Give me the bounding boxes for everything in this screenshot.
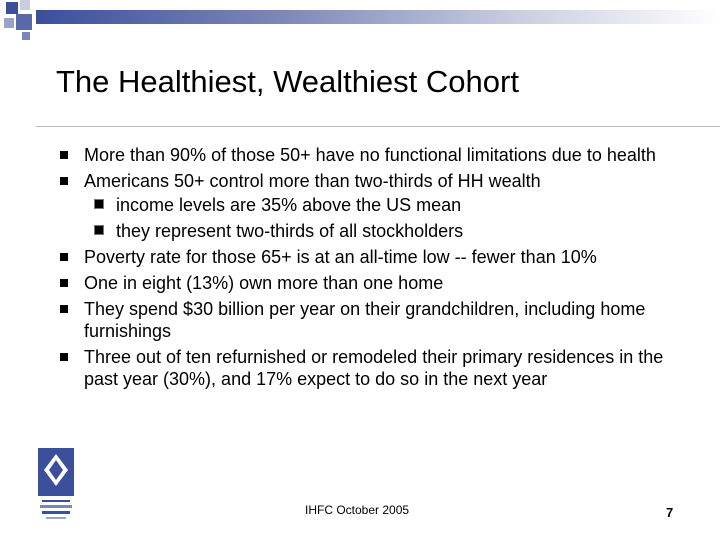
square-bullet-icon: [60, 177, 68, 185]
bullet-text: One in eight (13%) own more than one home: [84, 273, 444, 293]
header-gradient-bar: [36, 10, 720, 24]
bullet-text: Three out of ten refurnished or remodeled their primary residences in the past year (30%), and 17% expect to do so in the next year: [84, 347, 664, 389]
page-number: 7: [666, 505, 674, 520]
slide-title: The Healthiest, Wealthiest Cohort: [56, 64, 519, 99]
decor-square: [22, 32, 30, 40]
bullet-text: Americans 50+ control more than two-thirds of HH wealth: [84, 171, 541, 191]
square-bullet-icon: [60, 353, 68, 361]
decor-square: [20, 0, 30, 10]
bullet-text: Poverty rate for those 65+ is at an all-time low -- fewer than 10%: [84, 247, 597, 267]
bullet-item: [60, 246, 680, 268]
bullet-item: [60, 298, 680, 342]
square-bullet-icon: [60, 305, 68, 313]
bullet-item: [60, 170, 680, 242]
sub-bullet-text: they represent two-thirds of all stockholders: [116, 221, 464, 241]
bullet-item: [60, 346, 680, 390]
bullet-item: [60, 144, 680, 166]
title-divider: [36, 126, 720, 127]
sub-bullet-item: [84, 220, 680, 242]
sub-bullet-text: income levels are 35% above the US mean: [116, 195, 462, 215]
bullet-list: [60, 144, 680, 394]
square-bullet-icon: [60, 253, 68, 261]
header-decoration: [0, 0, 720, 42]
sub-bullet-list: [84, 194, 680, 242]
hollow-square-bullet-icon: [94, 199, 104, 209]
decor-square: [4, 18, 14, 28]
bullet-text: They spend $30 billion per year on their grandchildren, including home furnishings: [84, 299, 646, 341]
footer-text: IHFC October 2005: [305, 503, 410, 517]
square-bullet-icon: [60, 151, 68, 159]
sub-bullet-item: [84, 194, 680, 216]
decor-square: [6, 2, 18, 14]
bullet-item: [60, 272, 680, 294]
ihfc-logo-icon: [36, 446, 76, 526]
decor-square: [16, 14, 32, 30]
square-bullet-icon: [60, 279, 68, 287]
bullet-text: More than 90% of those 50+ have no functional limitations due to health: [84, 145, 656, 165]
hollow-square-bullet-icon: [94, 225, 104, 235]
